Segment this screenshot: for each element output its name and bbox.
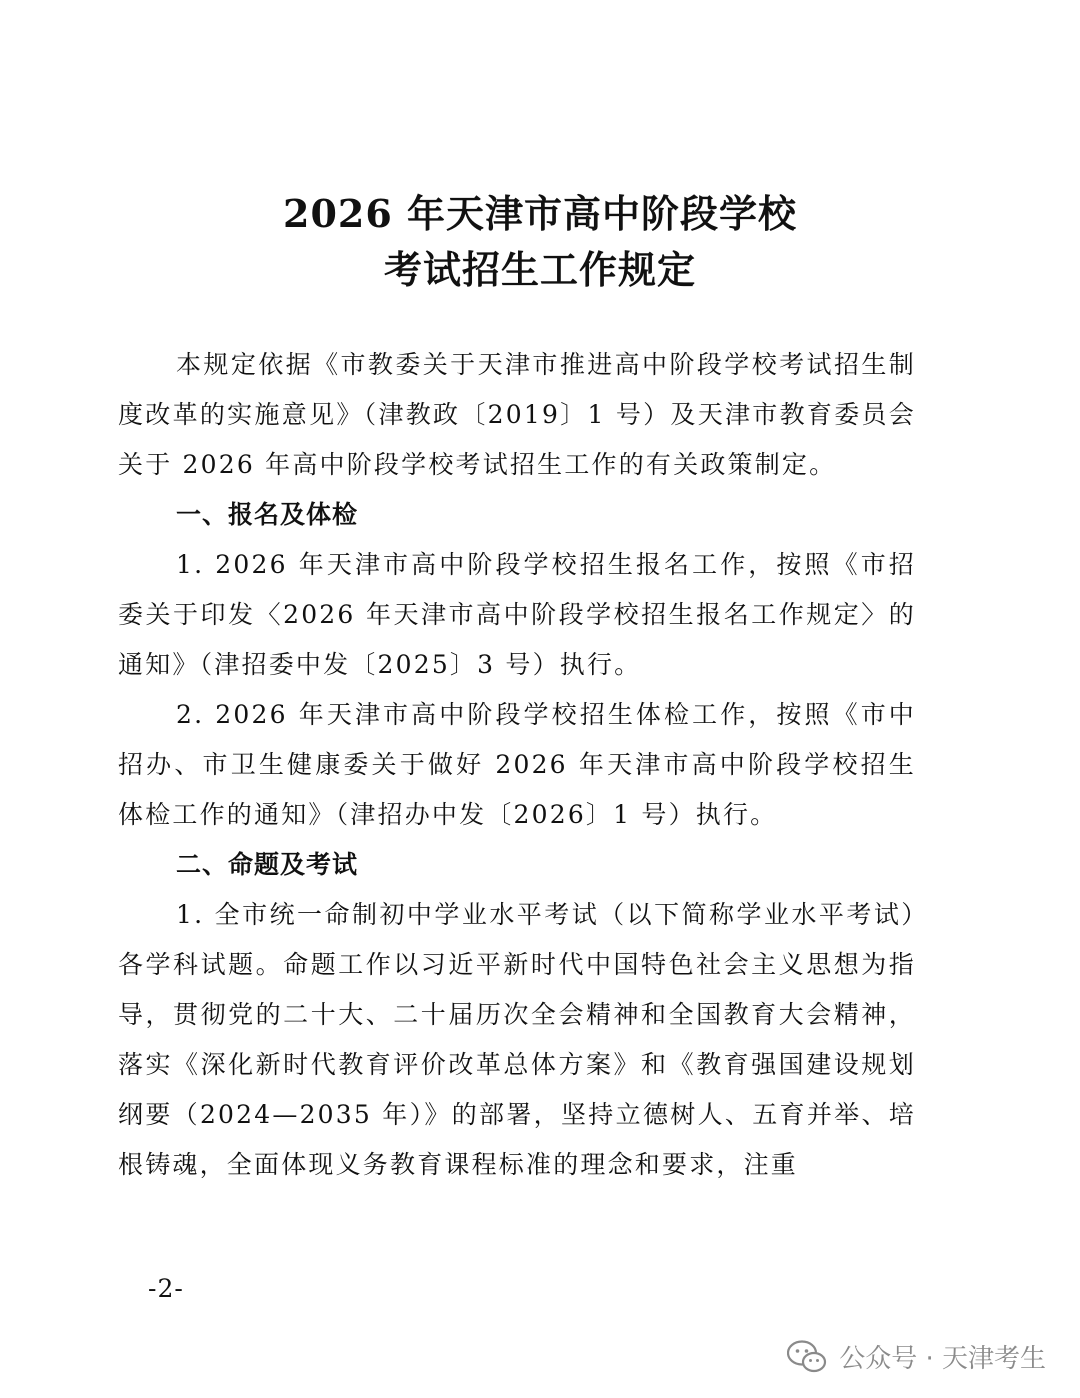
watermark-text: 公众号 · 天津考生	[839, 1344, 1046, 1374]
section-1-item-2: 2. 2026 年天津市高中阶段学校招生体检工作，按照《市中招办、市卫生健康委关于做好 2026 年天津市高中阶段学校招生体检工作的通知》（津招办中发〔2026〕1 号）执行。	[118, 700, 916, 829]
intro-paragraph: 本规定依据《市教委关于天津市推进高中阶段学校考试招生制度改革的实施意见》（津教政〔2019〕1 号）及天津市教育委员会关于 2026 年高中阶段学校考试招生工作的有关政策制定。	[118, 350, 916, 479]
document-body	[118, 340, 916, 1190]
title-line-1: 2026 年天津市高中阶段学校	[283, 191, 797, 236]
title-line-2: 考试招生工作规定	[383, 247, 696, 292]
section-2-item-1: 1. 全市统一命制初中学业水平考试（以下简称学业水平考试）各学科试题。命题工作以习近平新时代中国特色社会主义思想为指导，贯彻党的二十大、二十届历次全会精神和全国教育大会精神，落实《深化新时代教育评价改革总体方案》和《教育强国建设规划纲要（2024—2035 年）》的部署，坚持立德树人、五育并举、培根铸魂，全面体现义务教育课程标准的理念和要求，注重	[118, 900, 916, 1179]
watermark	[787, 1338, 1046, 1375]
section-1-item-1: 1. 2026 年天津市高中阶段学校招生报名工作，按照《市招委关于印发〈2026 年天津市高中阶段学校招生报名工作规定〉的通知》（津招委中发〔2025〕3 号）执行。	[118, 550, 916, 679]
document-title	[0, 186, 1080, 298]
page-number: -2-	[148, 1274, 184, 1303]
section-heading-exam: 二、命题及考试	[176, 850, 359, 879]
section-heading-registration: 一、报名及体检	[176, 500, 359, 529]
wechat-icon	[787, 1340, 827, 1374]
